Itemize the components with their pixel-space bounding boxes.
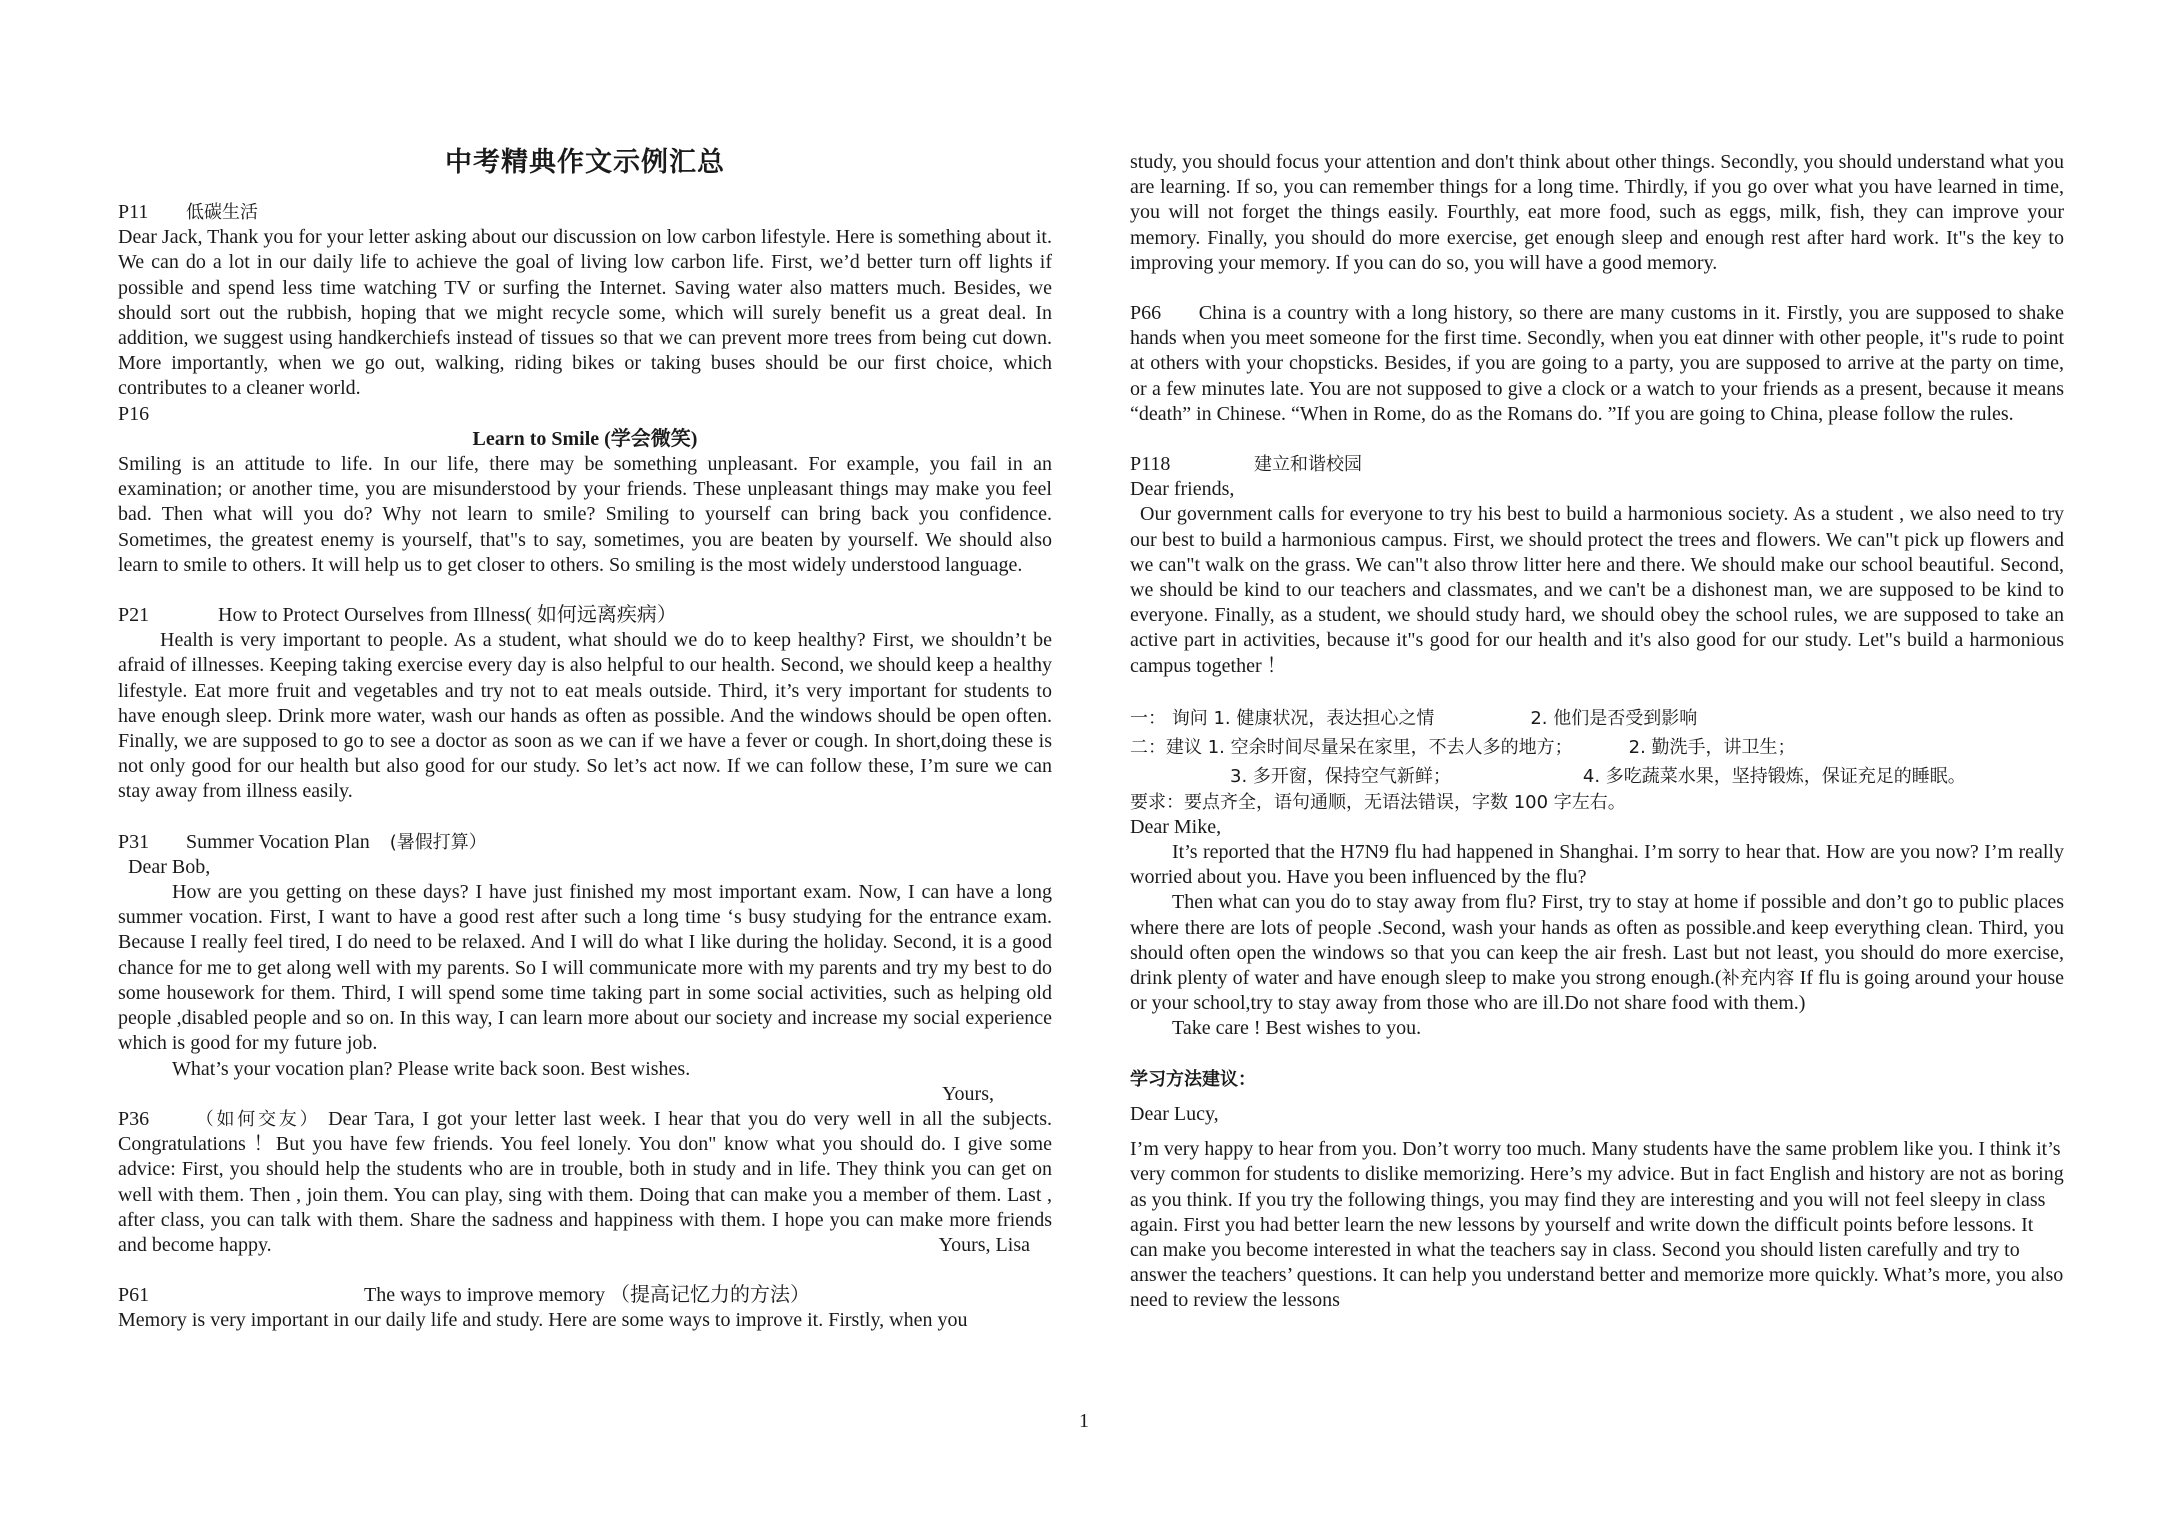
p31-label: P31 [118,830,150,853]
p61-label: P61 [118,1284,150,1307]
p66-text: China is a country with a long history, so there are many customs in it. Firstly, you are supposed to shake hands when you meet someone for the first time. Secondly, when you eat dinner with other people, it"s rude to point at others with your chopsticks. Besides, if you are going to a party, you are supposed to arrive at the party on time, or a few minutes late. You are not supposed to give a clock or a watch to your friends as a present, because it means “death” in Chinese. “When in Rome, do as the Romans do. ”If you are going to China, please follow the rules. [1130,302,2064,425]
p36-topic: （如何交友） [195,1108,321,1130]
p31-closing: What’s your vocation plan? Please write back soon. Best wishes. [172,1057,691,1080]
p36-label: P36 [118,1107,150,1130]
mike-paragraph-2-cn: 补充内容 [1721,968,1795,990]
p21-text: Health is very important to people. As a student, what should we do to keep healthy? First, we shouldn’t be afraid of illnesses. Keeping taking exercise every day is also helpful to our health. Second, we should keep a healthy lifestyle. Eat more fruit and vegetables and try not to eat meals outside. Third, it’s very important for students to have enough sleep. Drink more water, wash our hands as often as possible. And the windows should be open often. Finally, we are supposed to go to see a doctor as soon as we can if we have a fever or cough. In short,doing these is not only good for our health but also good for our study. So let’s act now. If we can follow these, I’m sure we can stay away from illness easily. [118,629,1052,803]
mike-closing: Take care ! Best wishes to you. [1172,1017,1422,1040]
prompt-row-1-a: 一： 询问 1. 健康状况，表达担心之情 [1130,707,1435,729]
p118-greeting: Dear friends, [1130,478,1235,501]
study-greeting: Dear Lucy, [1130,1102,1219,1125]
p61-continued: study, you should focus your attention and don't think about other things. Secondly, you should understand what you are learning. If so, you can remember things for a long time. Thirdly, if you go over what you have learned in time, you will not forget the things easily. Fourthly, eat more food, such as eggs, milk, fish, they can improve your memory. Finally, you should do more exercise, get enough sleep and enough rest after hard work. It"s the key to improving your memory. If you can do so, you will have a good memory. [1130,151,2064,274]
page-title: 中考精典作文示例汇总 [445,147,725,178]
prompt-row-1-b: 2. 他们是否受到影响 [1530,707,1698,729]
study-heading: 学习方法建议： [1130,1068,1256,1090]
p16-label: P16 [118,402,150,425]
p61-text: Memory is very important in our daily life and study. Here are some ways to improve it. Firstly, when you [118,1309,968,1332]
study-text: I’m very happy to hear from you. Don’t worry too much. Many students have the same problem like you. I think it’s very common for students to dislike memorizing. Here’s my advice. But in fact English and history are not as boring as you think. If you try the following things, you may find they are interesting and you will not feel sleepy in class again. First you had better learn the new lessons by yourself and write down the difficult points before lessons. It can make you become interested in what the teachers say in class. Second you should listen carefully and try to answer the teachers’ questions. It can help you understand better and memorize more quickly. What’s more, you also need to review the lessons [1130,1138,2064,1312]
p11-topic: 低碳生活 [186,202,258,223]
p11-header [118,200,1052,225]
p21-header [118,603,1052,628]
p36-text: Dear Tara, I got your letter last week. I hear that you do very well in all the subjects. Congratulations ！But you have few friends. You feel lonely. You don" know what you should do. I give some advice: First, you should help the students who are in trouble, both in study and in life. They think you can get on well with them. Then , join them. You can play, sing with them. Doing that can make you a member of them. Last , after class, you can talk with them. Share the sadness and happiness with them. I hope you can make more friends and become happy. [118,1107,1053,1256]
p36-sign: Yours, Lisa [938,1233,1030,1256]
prompt-row-2-a: 二：建议 1. 空余时间尽量呆在家里，不去人多的地方； [1130,736,1573,758]
p118-topic: 建立和谐校园 [1254,454,1362,476]
prompt-row-3-b: 4. 多吃蔬菜水果，坚持锻炼，保证充足的睡眠。 [1582,765,1966,787]
p31-greeting: Dear Bob, [128,855,211,878]
p31-topic: Summer Vocation Plan [186,830,370,853]
p11-label: P11 [118,201,149,223]
p16-heading: Learn to Smile (学会微笑) [472,427,698,450]
p61-header [118,1283,1052,1308]
prompt-row-1 [1130,704,2064,733]
p21-label: P21 [118,604,150,627]
p16-text: Smiling is an attitude to life. In our life, there may be something unpleasant. For example, you fail in an examination; or another time, you are misunderstood by your friends. These unpleasant things may make you feel bad. Then what will you do? Why not learn to smile? Smiling to yourself can bring back you confidence. Sometimes, the greatest enemy is yourself, that"s to say, sometimes, you are beaten by yourself. We should also learn to smile to others. It will help us to get closer to others. So smiling is the most widely understood language. [118,453,1052,576]
p36-text-block [118,1107,1052,1258]
mike-paragraph-2-pre: Then what can you do to stay away from flu? First, try to stay at home if possible and don’t go to public places where there are lots of people .Second, wash your hands as often as possible.and keep everything clean. Third, you should often open the windows so that you can keep the air fresh. Last but not least, you should do more exercise, drink plenty of water and have enough sleep to make you strong enough.( [1130,891,2064,990]
mike-paragraph-2-post: If flu is going around your house or your school,try to stay away from those who are ill.Do not share food with them.) [1130,967,2064,1015]
p31-text: How are you getting on these days? I have just finished my most important exam. Now, I can have a long summer vocation. First, I want to have a good rest after such a long time ‘s busy studying for the entrance exam. Because I really feel tired, I do need to be relaxed. And I will do what I like during the holiday. Second, it is a good chance for me to get along well with my parents. So I will communicate more with my parents and try my best to do some housework for them. Third, I will spend some time taking part in some social activities, such as helping old people ,disabled people and so on. In this way, I can learn more about our society and increase my social experience which is good for my future job. [118,881,1052,1055]
p118-header [1130,452,2064,477]
prompt-row-2-b: 2. 勤洗手，讲卫生； [1628,736,1796,758]
p31-topic-cn: (暑假打算） [389,831,487,853]
mike-paragraph-2 [1130,890,2064,1016]
p118-label: P118 [1130,453,1171,476]
p66-label: P66 [1130,302,1162,325]
p31-header [118,830,1052,855]
page-number: 1 [1079,1410,1089,1432]
p61-topic: The ways to improve memory （提高记忆力的方法） [364,1284,811,1307]
p11-text: Dear Jack, Thank you for your letter asking about our discussion on low carbon lifestyle. Here is something about it. We can do a lot in our daily life to achieve the goal of living low carbon life. First, we’d better turn off lights if possible and spend less time watching TV or surfing the Internet. Saving water also matters much. Besides, we should sort out the rubbish, hoping that we might recycle some, which will surely benefit us a great deal. In addition, we suggest using handkerchiefs instead of tissues so that we can prevent more trees from being cut down. More importantly, when we go out, walking, riding bikes or taking buses should be our first choice, which contributes to a cleaner world. [118,226,1052,400]
p66-block [1130,301,2064,427]
prompt-requirement: 要求：要点齐全，语句通顺，无语法错误，字数 100 字左右。 [1130,791,1626,813]
prompt-row-3 [1130,762,2064,791]
mike-greeting: Dear Mike, [1130,815,1222,838]
p118-text: Our government calls for everyone to try his best to build a harmonious society. As a student , we also need to try our best to build a harmonious campus. First, we should protect the trees and flowers. We can"t pick up flowers and we can"t walk on the grass. We can"t also throw litter here and there. We should make our school beautiful. Second, we should be kind to our teachers and classmates, and we can't be a dishonest man, we are supposed to be kind to everyone. Finally, as a student, we should study hard, we should obey the school rules, we are supposed to take an active part in activities, because it"s good for our health and it's also good for our study. Let"s build a harmonious campus together ！ [1130,503,2064,677]
prompt-row-2 [1130,733,2064,762]
p31-yours: Yours, [942,1082,994,1105]
prompt-row-3-a: 3. 多开窗，保持空气新鲜； [1230,765,1451,787]
mike-paragraph-1: It’s reported that the H7N9 flu had happened in Shanghai. I’m sorry to hear that. How are you now? I’m really worried about you. Have you been influenced by the flu? [1130,841,2064,889]
p21-topic: How to Protect Ourselves from Illness( 如何远离疾病） [218,604,677,627]
